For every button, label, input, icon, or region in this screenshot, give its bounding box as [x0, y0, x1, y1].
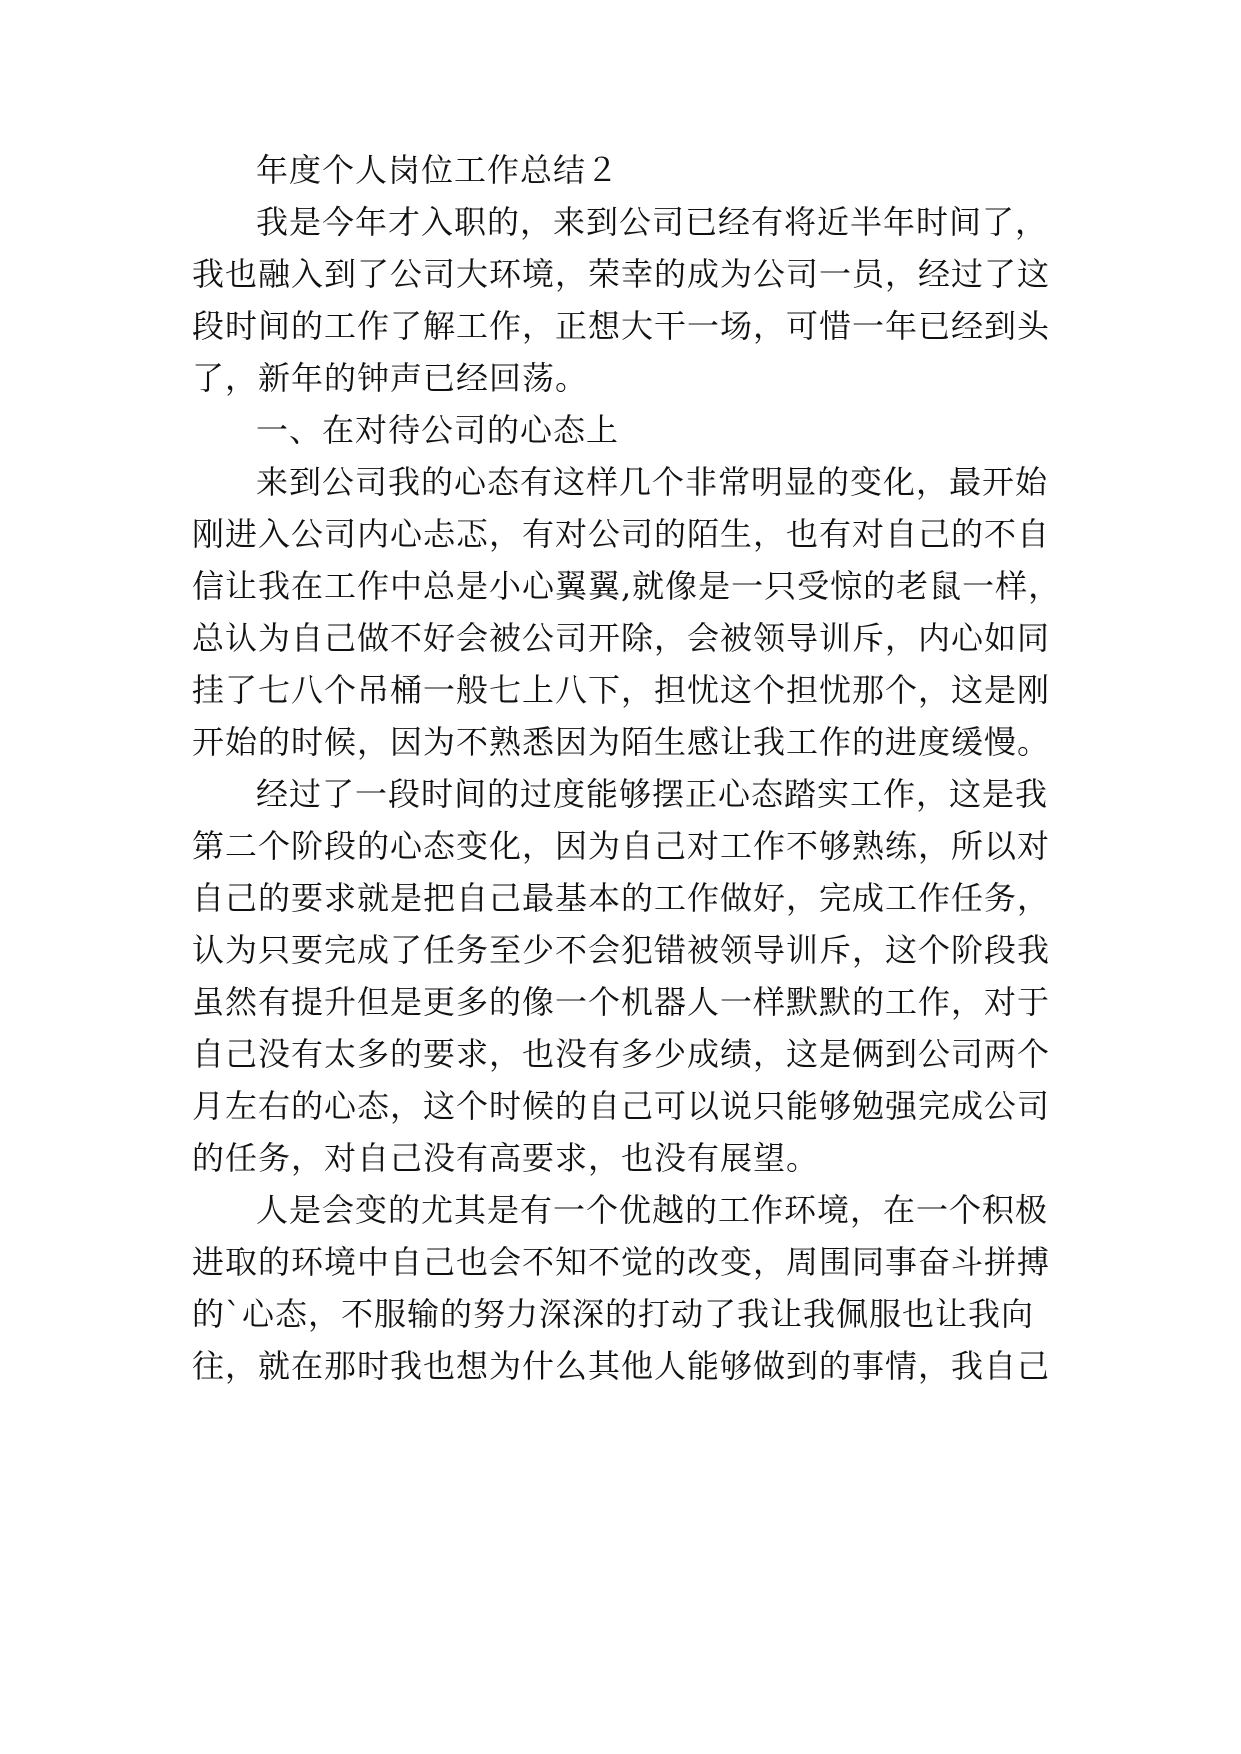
paragraph-line: 了，新年的钟声已经回荡。 [192, 359, 589, 397]
paragraph-line: 开始的时候，因为不熟悉因为陌生感让我工作的进度缓慢。 [192, 723, 1051, 761]
paragraph-line: 的`心态，不服输的努力深深的打动了我让我佩服也让我向 [192, 1295, 1035, 1333]
paragraph-line: 总认为自己做不好会被公司开除，会被领导训斥，内心如同 [192, 619, 1051, 657]
paragraph-line: 来到公司我的心态有这样几个非常明显的变化，最开始 [256, 463, 1049, 501]
paragraph-line: 信让我在工作中总是小心翼翼,就像是一只受惊的老鼠一样， [192, 567, 1062, 605]
paragraph-line: 进取的环境中自己也会不知不觉的改变，周围同事奋斗拼搏 [192, 1243, 1051, 1281]
paragraph-line: 的任务，对自己没有高要求，也没有展望。 [192, 1139, 820, 1177]
paragraph-line: 经过了一段时间的过度能够摆正心态踏实工作，这是我 [256, 775, 1049, 813]
paragraph-line: 我也融入到了公司大环境，荣幸的成为公司一员，经过了这 [192, 255, 1051, 293]
paragraph-line: 往，就在那时我也想为什么其他人能够做到的事情，我自己 [192, 1347, 1051, 1385]
paragraph-line: 自己没有太多的要求，也没有多少成绩，这是俩到公司两个 [192, 1035, 1051, 1073]
paragraph-line: 挂了七八个吊桶一般七上八下，担忧这个担忧那个，这是刚 [192, 671, 1051, 709]
paragraph-line: 认为只要完成了任务至少不会犯错被领导训斥，这个阶段我 [192, 931, 1051, 969]
paragraph-line: 虽然有提升但是更多的像一个机器人一样默默的工作，对于 [192, 983, 1051, 1021]
paragraph-line: 月左右的心态，这个时候的自己可以说只能够勉强完成公司 [192, 1087, 1051, 1125]
section-heading: 一、在对待公司的心态上 [256, 411, 620, 449]
paragraph-line: 自己的要求就是把自己最基本的工作做好，完成工作任务， [192, 879, 1051, 917]
document-title: 年度个人岗位工作总结２ [256, 151, 620, 189]
paragraph-line: 段时间的工作了解工作，正想大干一场，可惜一年已经到头 [192, 307, 1051, 345]
paragraph-line: 人是会变的尤其是有一个优越的工作环境，在一个积极 [256, 1191, 1049, 1229]
paragraph-line: 第二个阶段的心态变化，因为自己对工作不够熟练，所以对 [192, 827, 1051, 865]
paragraph-line: 刚进入公司内心忐忑，有对公司的陌生，也有对自己的不自 [192, 515, 1051, 553]
paragraph-line: 我是今年才入职的，来到公司已经有将近半年时间了， [256, 203, 1049, 241]
